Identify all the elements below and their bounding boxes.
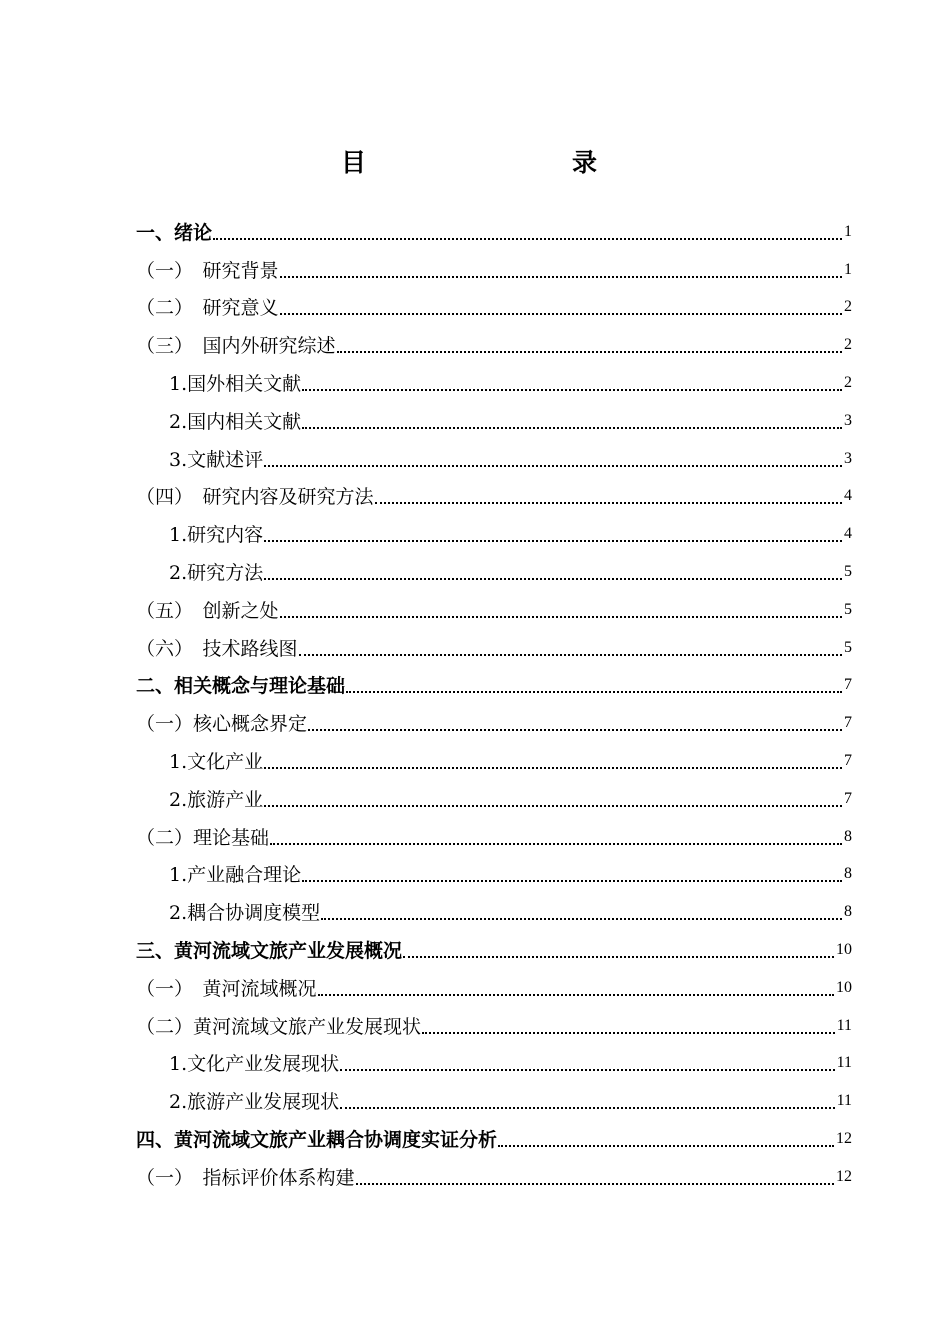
toc-entry-label: 1.产业融合理论 — [169, 864, 302, 887]
toc-entry[interactable] — [136, 663, 852, 701]
toc-entry-label: 1.文化产业发展现状 — [169, 1053, 340, 1076]
toc-entry[interactable] — [136, 927, 852, 965]
toc-entry-label: （四） 研究内容及研究方法 — [136, 486, 374, 509]
toc-dot-leader — [264, 465, 842, 467]
toc-title: 目 录 — [340, 148, 649, 177]
toc-page-number: 5 — [844, 600, 852, 618]
toc-page-number: 8 — [844, 865, 852, 883]
toc-page-number: 10 — [836, 978, 852, 996]
toc-dot-leader — [280, 313, 842, 315]
toc-page-number: 7 — [844, 789, 852, 807]
toc-page-number: 2 — [844, 373, 852, 391]
toc-dot-leader — [356, 1183, 834, 1185]
toc-dot-leader — [337, 351, 842, 353]
toc-entry-label: 2.研究方法 — [169, 561, 264, 584]
toc-entry[interactable] — [136, 625, 852, 663]
toc-entry[interactable] — [136, 549, 852, 587]
toc-page-number: 7 — [844, 714, 852, 732]
toc-entry-label: （一） 指标评价体系构建 — [136, 1166, 355, 1189]
toc-entry-label: （二） 研究意义 — [136, 297, 279, 320]
toc-dot-leader — [213, 238, 842, 240]
toc-dot-leader — [264, 767, 842, 769]
toc-dot-leader — [308, 729, 842, 731]
toc-page-number: 12 — [836, 1129, 852, 1147]
toc-entry[interactable] — [136, 776, 852, 814]
toc-dot-leader — [264, 805, 842, 807]
toc-page-number: 10 — [836, 940, 852, 958]
toc-entry-label: 1.研究内容 — [169, 524, 264, 547]
toc-entry-label: 2.国内相关文献 — [169, 410, 302, 433]
toc-dot-leader — [318, 994, 834, 996]
toc-dot-leader — [270, 843, 842, 845]
toc-dot-leader — [299, 654, 842, 656]
toc-dot-leader — [302, 880, 842, 882]
toc-entry[interactable] — [136, 511, 852, 549]
toc-entry[interactable] — [136, 738, 852, 776]
toc-entry-label: （五） 创新之处 — [136, 599, 279, 622]
toc-entry-label: （二）黄河流域文旅产业发展现状 — [136, 1015, 422, 1038]
toc-page-number: 4 — [844, 487, 852, 505]
toc-entry-label: 三、黄河流域文旅产业发展概况 — [136, 939, 403, 962]
toc-page-number: 1 — [844, 260, 852, 278]
toc-dot-leader — [340, 1107, 834, 1109]
toc-dot-leader — [498, 1145, 834, 1147]
toc-entry-label: 2.耦合协调度模型 — [169, 902, 321, 925]
toc-entry[interactable] — [136, 436, 852, 474]
toc-entry[interactable] — [136, 852, 852, 890]
toc-entry[interactable] — [136, 1116, 852, 1154]
toc-page-number: 8 — [844, 827, 852, 845]
toc-entry[interactable] — [136, 587, 852, 625]
toc-page-number: 4 — [844, 525, 852, 543]
toc-dot-leader — [346, 691, 842, 693]
toc-entry[interactable] — [136, 814, 852, 852]
toc-entry-label: 1.国外相关文献 — [169, 372, 302, 395]
toc-dot-leader — [280, 616, 842, 618]
toc-entry[interactable] — [136, 1078, 852, 1116]
toc-page-number: 12 — [836, 1167, 852, 1185]
toc-page-number: 11 — [836, 1092, 852, 1110]
toc-entry-label: 四、黄河流域文旅产业耦合协调度实证分析 — [136, 1128, 498, 1151]
toc-dot-leader — [264, 578, 842, 580]
toc-dot-leader — [264, 540, 842, 542]
toc-entry[interactable] — [136, 1154, 852, 1192]
toc-page-number: 3 — [844, 411, 852, 429]
toc-dot-leader — [340, 1069, 834, 1071]
toc-entry-label: （二）理论基础 — [136, 826, 270, 849]
toc-entry[interactable] — [136, 1003, 852, 1041]
toc-page-number: 11 — [836, 1016, 852, 1034]
toc-entry[interactable] — [136, 285, 852, 323]
toc-page-number: 3 — [844, 449, 852, 467]
toc-entry-label: （一） 黄河流域概况 — [136, 977, 317, 1000]
toc-entry-label: 2.旅游产业发展现状 — [169, 1091, 340, 1114]
toc-entry-label: 二、相关概念与理论基础 — [136, 675, 346, 698]
toc-page-number: 7 — [844, 751, 852, 769]
toc-page-number: 8 — [844, 903, 852, 921]
toc-entry[interactable] — [136, 398, 852, 436]
toc-dot-leader — [302, 389, 842, 391]
toc-page-number: 5 — [844, 638, 852, 656]
toc-entry[interactable] — [136, 889, 852, 927]
toc-dot-leader — [403, 956, 834, 958]
toc-entry-label: 1.文化产业 — [169, 750, 264, 773]
toc-page-number: 2 — [844, 336, 852, 354]
toc-entry-label: （一） 研究背景 — [136, 259, 279, 282]
toc-page-number: 7 — [844, 676, 852, 694]
toc-page-number: 5 — [844, 562, 852, 580]
toc-entry[interactable] — [136, 322, 852, 360]
toc-entry-label: （六） 技术路线图 — [136, 637, 298, 660]
toc-entry[interactable] — [136, 209, 852, 247]
toc-entry-label: 2.旅游产业 — [169, 788, 264, 811]
toc-dot-leader — [422, 1032, 835, 1034]
toc-entry[interactable] — [136, 1041, 852, 1079]
toc-page-number: 2 — [844, 298, 852, 316]
toc-entry[interactable] — [136, 965, 852, 1003]
toc-entry-label: （一）核心概念界定 — [136, 713, 308, 736]
toc-dot-leader — [321, 918, 842, 920]
toc-entry[interactable] — [136, 700, 852, 738]
toc-entry-label: 一、绪论 — [136, 221, 213, 244]
toc-entry-label: （三） 国内外研究综述 — [136, 335, 336, 358]
toc-page-number: 1 — [844, 222, 852, 240]
table-of-contents — [136, 209, 852, 1192]
toc-entry[interactable] — [136, 360, 852, 398]
toc-entry-label: 3.文献述评 — [169, 448, 264, 471]
toc-page-number: 11 — [836, 1054, 852, 1072]
toc-entry[interactable] — [136, 247, 852, 285]
toc-dot-leader — [302, 427, 842, 429]
toc-dot-leader — [280, 276, 842, 278]
toc-dot-leader — [375, 502, 842, 504]
toc-entry[interactable] — [136, 474, 852, 512]
